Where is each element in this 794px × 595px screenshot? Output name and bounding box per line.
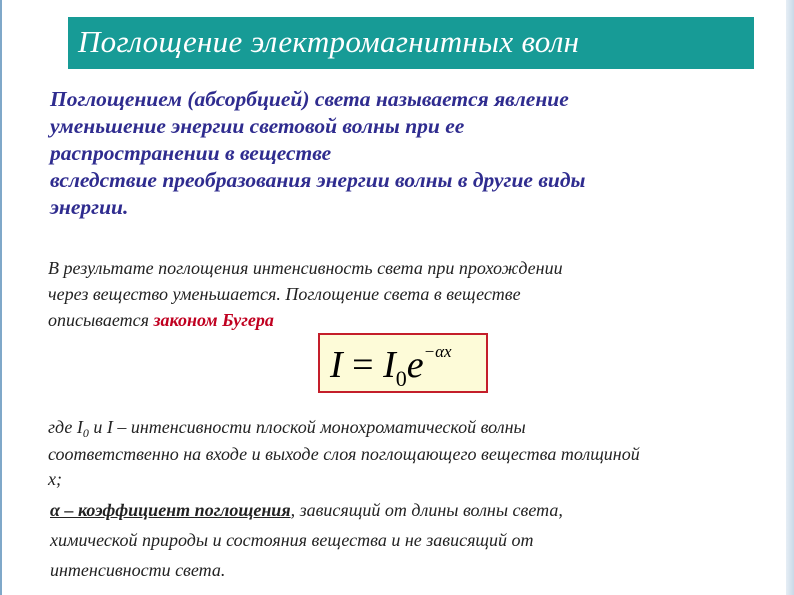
paragraph-line: В результате поглощения интенсивность света при прохождении bbox=[48, 258, 563, 278]
paragraph-line: через вещество уменьшается. Поглощение света в веществе bbox=[48, 284, 521, 304]
definition-line: уменьшение энергии световой волны при ее bbox=[50, 114, 465, 138]
where-line: x; bbox=[48, 469, 62, 489]
where-line: соответственно на входе и выходе слоя поглощающего вещества толщиной bbox=[48, 444, 640, 464]
paragraph-prefix: описывается bbox=[48, 310, 154, 330]
definition-line: распространении в веществе bbox=[50, 141, 332, 165]
absorption-coefficient-term: α – коэффициент поглощения bbox=[50, 500, 291, 520]
slide-left-border bbox=[0, 0, 2, 595]
definition-line: энергии. bbox=[50, 195, 129, 219]
variables-explanation bbox=[48, 415, 783, 492]
definition-block bbox=[50, 86, 740, 221]
formula-equals: = bbox=[352, 344, 374, 386]
paragraph-line bbox=[48, 307, 748, 333]
title-bar bbox=[68, 17, 754, 69]
formula-lhs: I bbox=[330, 344, 343, 386]
where-prefix: где I bbox=[48, 417, 83, 437]
formula-box bbox=[318, 333, 488, 393]
bouguer-formula bbox=[330, 342, 452, 391]
alpha-line: химической природы и состояния вещества и не зависящий от bbox=[50, 530, 534, 550]
where-line bbox=[48, 415, 783, 442]
formula-exponent: −αx bbox=[423, 342, 452, 361]
alpha-line bbox=[50, 495, 750, 525]
where-middle: и I – интенсивности плоской монохроматической волны bbox=[88, 417, 526, 437]
slide-right-border bbox=[786, 0, 794, 595]
absorption-coefficient-block bbox=[50, 495, 750, 585]
bouguer-law-label: законом Бугера bbox=[153, 310, 274, 330]
definition-line: Поглощением (абсорбцией) света называется явление bbox=[50, 87, 569, 111]
where-subscript: 0 bbox=[82, 426, 89, 440]
slide-title: Поглощение электромагнитных волн bbox=[78, 24, 580, 59]
definition-line: вследствие преобразования энергии волны в другие виды bbox=[50, 168, 586, 192]
formula-subscript: 0 bbox=[395, 366, 407, 391]
alpha-line: интенсивности света. bbox=[50, 560, 226, 580]
formula-exp-base: e bbox=[406, 344, 424, 386]
alpha-rest: , зависящий от длины волны света, bbox=[290, 500, 563, 520]
absorption-paragraph bbox=[48, 255, 748, 333]
formula-base: I bbox=[383, 344, 396, 386]
